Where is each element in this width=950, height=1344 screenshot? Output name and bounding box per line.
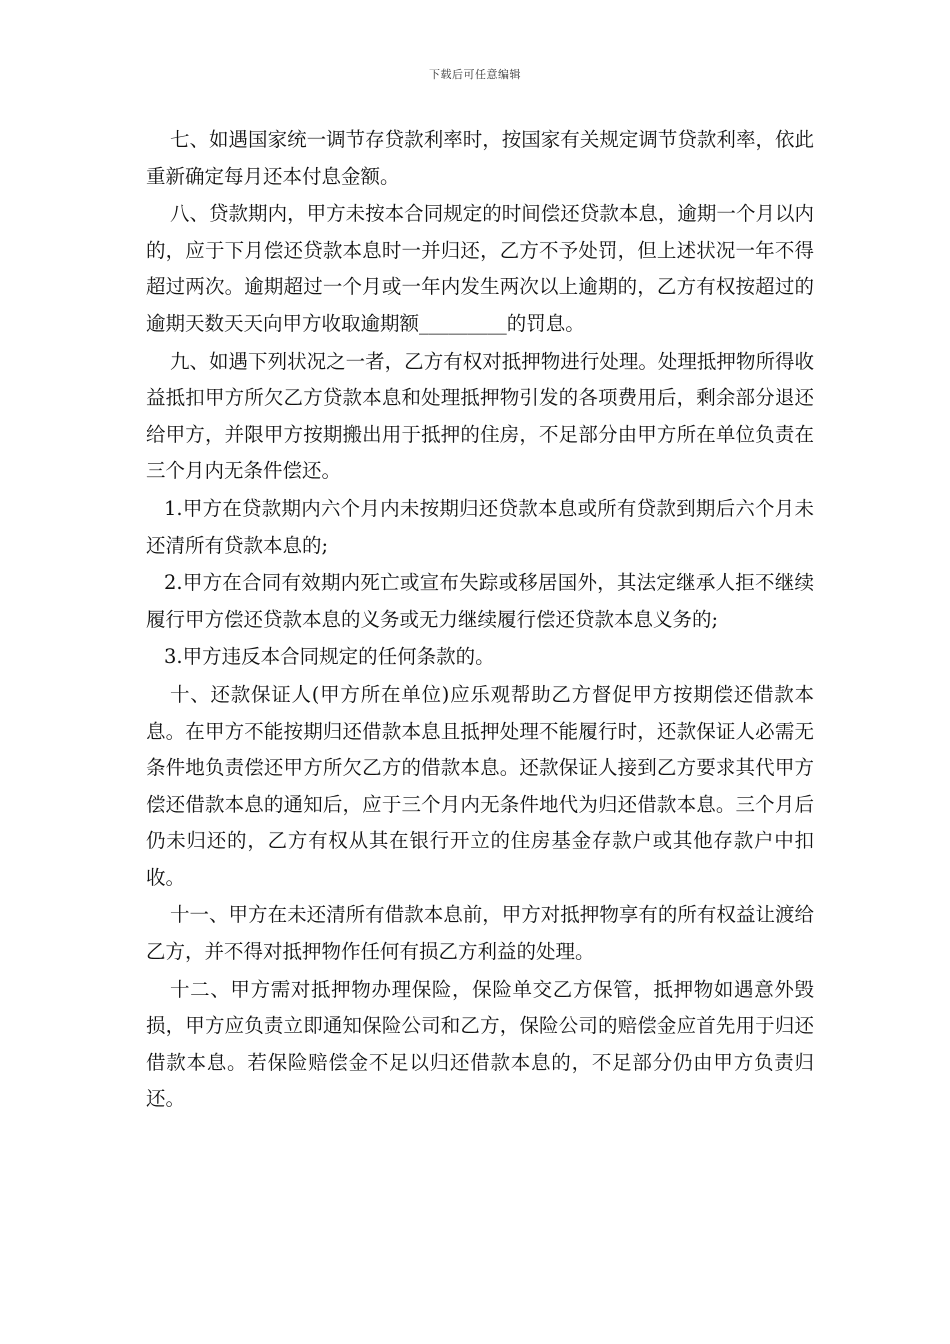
clause-8: 八、贷款期内，甲方未按本合同规定的时间偿还贷款本息，逾期一个月以内的，应于下月偿还贷款本息时一并归还，乙方不予处罚，但上述状况一年不得超过两次。逾期超过一个月或一年内发生两次以上逾期的，乙方有权按超过的逾期天数天天向甲方收取逾期额_________的罚息。 xyxy=(146,202,814,335)
clause-10: 十、还款保证人(甲方所在单位)应乐观帮助乙方督促甲方按期偿还借款本息。在甲方不能按期归还借款本息且抵押处理不能履行时，还款保证人必需无条件地负责偿还甲方所欠乙方的借款本息。还款保证人接到乙方要求其代甲方偿还借款本息的通知后，应于三个月内无条件地代为归还借款本息。三个月后仍未归还的，乙方有权从其在银行开立的住房基金存款户或其他存款户中扣收。 xyxy=(146,682,814,889)
clause-9-item-1: 1.甲方在贷款期内六个月内未按期归还贷款本息或所有贷款到期后六个月未还清所有贷款本息的; xyxy=(146,496,814,557)
clause-9-item-2: 2.甲方在合同有效期内死亡或宣布失踪或移居国外，其法定继承人拒不继续履行甲方偿还贷款本息的义务或无力继续履行偿还贷款本息义务的; xyxy=(146,571,814,631)
clause-7: 七、如遇国家统一调节存贷款利率时，按国家有关规定调节贷款利率，依此重新确定每月还本付息金额。 xyxy=(146,128,814,188)
clause-9-item-3: 3.甲方违反本合同规定的任何条款的。 xyxy=(164,645,495,669)
clause-11: 十一、甲方在未还清所有借款本息前，甲方对抵押物享有的所有权益让渡给乙方，并不得对抵押物作任何有损乙方利益的处理。 xyxy=(146,903,814,964)
page-header-note: 下载后可任意编辑 xyxy=(429,68,521,81)
clause-12: 十二、甲方需对抵押物办理保险，保险单交乙方保管，抵押物如遇意外毁损，甲方应负责立即通知保险公司和乙方，保险公司的赔偿金应首先用于归还借款本息。若保险赔偿金不足以归还借款本息的，不足部分仍由甲方负责归还。 xyxy=(146,977,814,1111)
clause-9: 九、如遇下列状况之一者，乙方有权对抵押物进行处理。处理抵押物所得收益抵扣甲方所欠乙方贷款本息和处理抵押物引发的各项费用后，剩余部分退还给甲方，并限甲方按期搬出用于抵押的住房，不足部分由甲方所在单位负责在三个月内无条件偿还。 xyxy=(146,349,814,483)
document-body xyxy=(146,122,814,1119)
